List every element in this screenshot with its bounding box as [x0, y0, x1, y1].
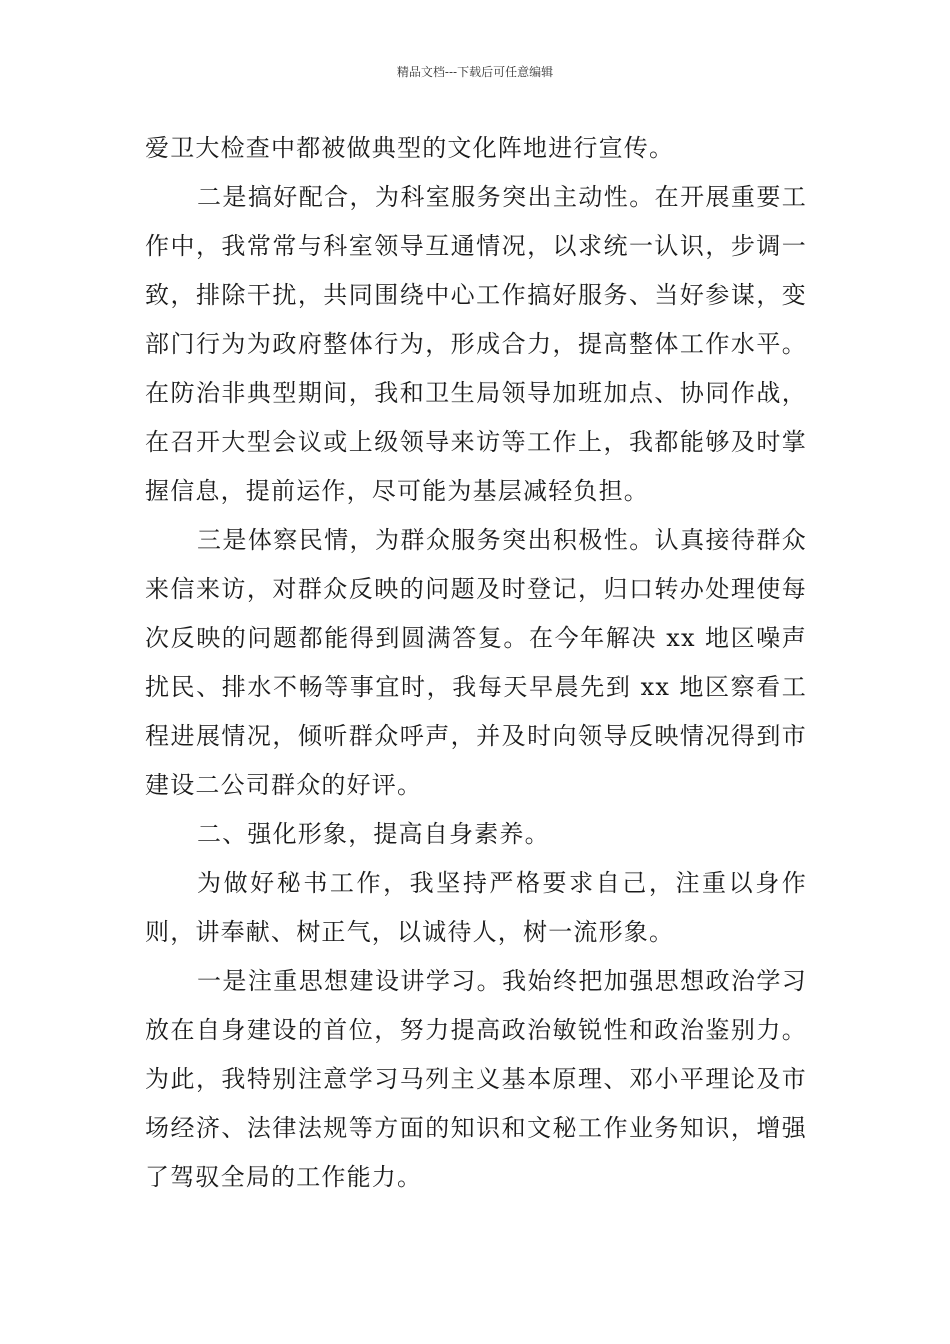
paragraph-study: 一是注重思想建设讲学习。我始终把加强思想政治学习放在自身建设的首位，努力提高政治敏锐性和政治鉴别力。为此，我特别注意学习马列主义基本原理、邓小平理论及市场经济、法律法规等方面的知识和文秘工作业务知识，增强了驾驭全局的工作能力。	[145, 967, 807, 1191]
paragraph-continuation: 爱卫大检查中都被做典型的文化阵地进行宣传。	[145, 134, 675, 162]
paragraph-cooperation: 二是搞好配合，为科室服务突出主动性。在开展重要工作中，我常常与科室领导互通情况，以求统一认识，步调一致，排除干扰，共同围绕中心工作搞好服务、当好参谋，变部门行为为政府整体行为，形成合力，提高整体工作水平。在防治非典型期间，我和卫生局领导加班加点、协同作战，在召开大型会议或上级领导来访等工作上，我都能够及时掌握信息，提前运作，尽可能为基层减轻负担。	[145, 183, 807, 505]
page-header: 精品文档---下载后可任意编辑	[396, 65, 554, 79]
paragraph-secretary-work: 为做好秘书工作，我坚持严格要求自己，注重以身作则，讲奉献、树正气，以诚待人，树一流形象。	[145, 869, 807, 946]
document-body	[145, 124, 807, 1202]
paragraph-public-service: 三是体察民情，为群众服务突出积极性。认真接待群众来信来访，对群众反映的问题及时登记，归口转办处理使每次反映的问题都能得到圆满答复。在今年解决 xx 地区噪声扰民、排水不畅等事宜时，我每天早晨先到 xx 地区察看工程进展情况，倾听群众呼声，并及时向领导反映情况得到市建设二公司群众的好评。	[145, 526, 807, 799]
section-heading-image: 二、强化形象，提高自身素养。	[197, 820, 550, 848]
